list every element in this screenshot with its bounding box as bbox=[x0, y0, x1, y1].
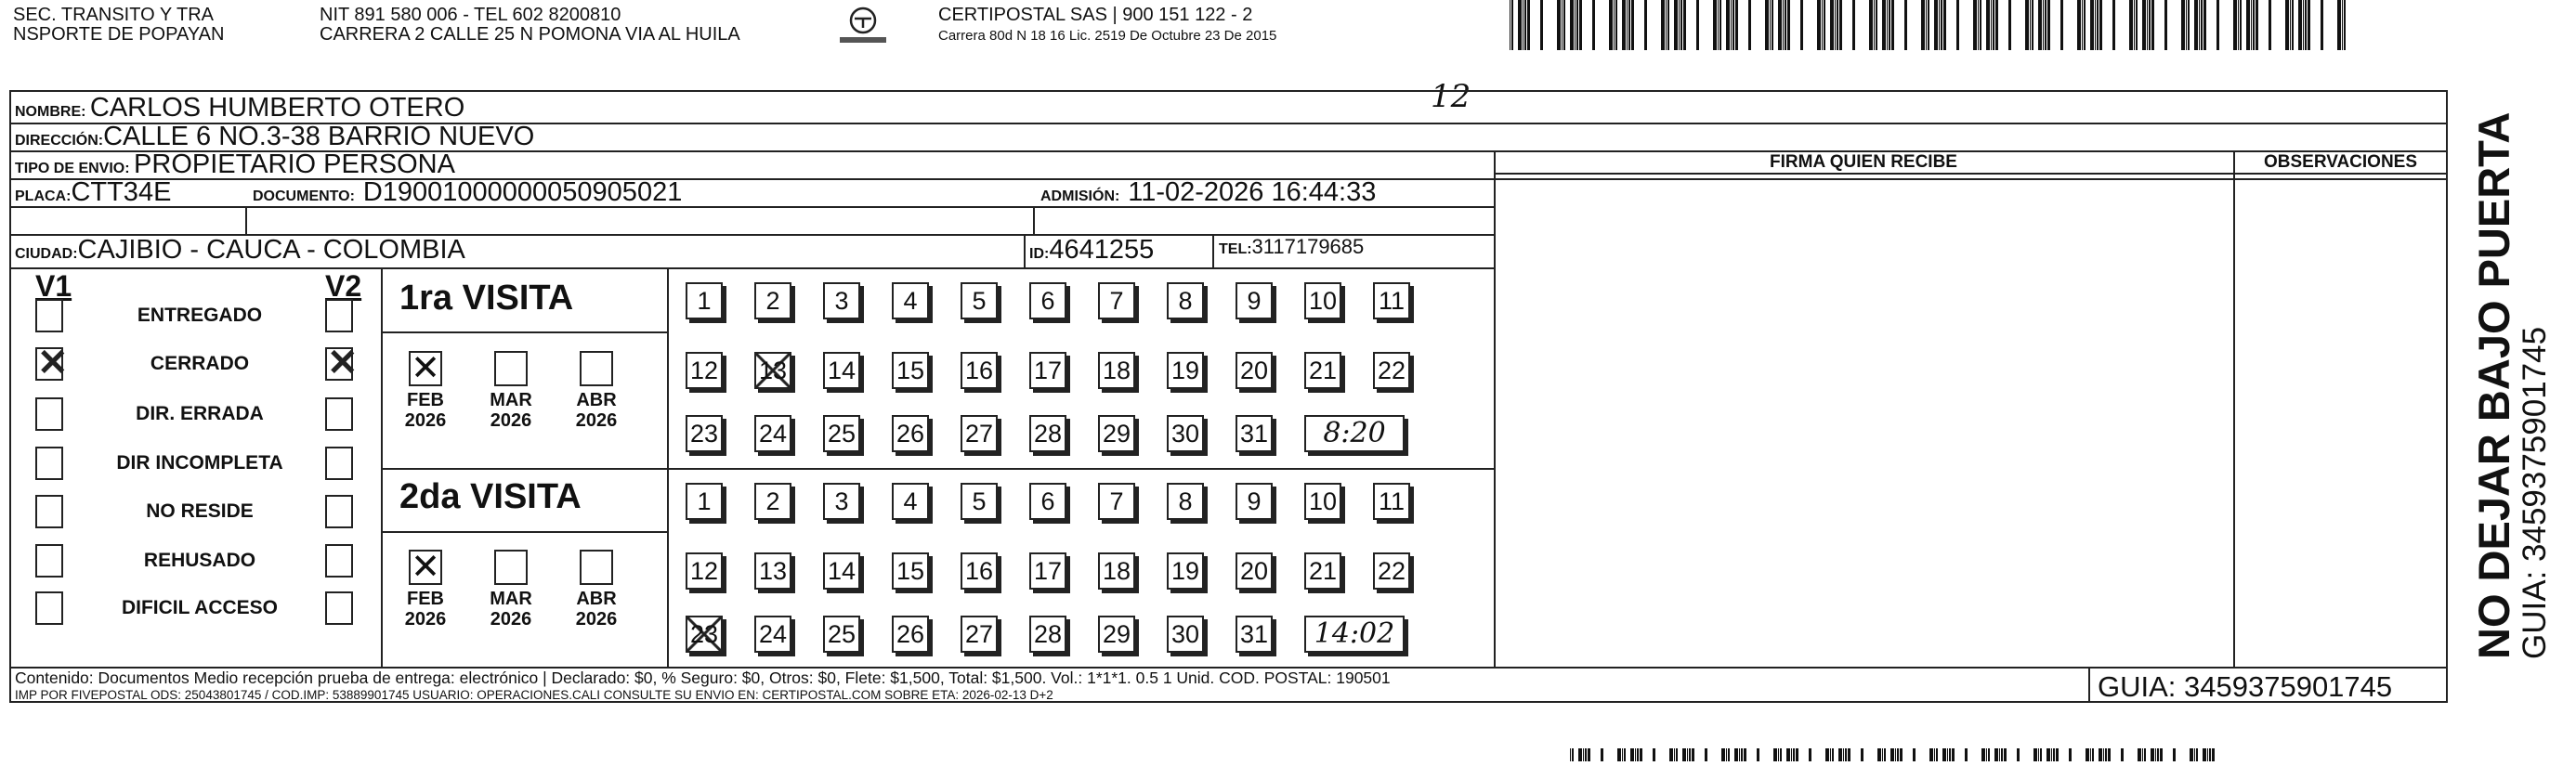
status-label: CERRADO bbox=[150, 353, 250, 374]
tel-value: 3117179685 bbox=[1251, 235, 1365, 258]
bottom-barcode bbox=[1570, 748, 2220, 761]
day-box[interactable]: 31 bbox=[1236, 616, 1273, 653]
day-box[interactable]: 15 bbox=[892, 552, 929, 590]
nit-line1: NIT 891 580 006 - TEL 602 8200810 bbox=[320, 5, 621, 25]
carrier-logo bbox=[836, 6, 890, 46]
tipo-row bbox=[15, 149, 455, 180]
nombre-label: NOMBRE: bbox=[15, 104, 86, 120]
tel-label: TEL: bbox=[1219, 241, 1252, 257]
day-box[interactable]: 12 bbox=[686, 352, 723, 389]
ciudad-row bbox=[15, 235, 465, 266]
day-box[interactable]: 4 bbox=[892, 483, 929, 520]
month-checkbox[interactable]: ✕ bbox=[409, 351, 442, 386]
side-warning: NO DEJAR BAJO PUERTA bbox=[2469, 111, 2518, 659]
day-box[interactable]: 22 bbox=[1373, 352, 1410, 389]
day-box[interactable]: 20 bbox=[1236, 352, 1273, 389]
admision-label: ADMISIÓN: bbox=[1040, 188, 1120, 204]
v1-checkbox[interactable] bbox=[35, 299, 63, 332]
day-box[interactable]: 1 bbox=[686, 282, 723, 319]
placa-value: CTT34E bbox=[71, 177, 172, 207]
v1-checkbox[interactable] bbox=[35, 397, 63, 431]
ciudad-label: CIUDAD: bbox=[15, 246, 78, 262]
v2-checkbox[interactable] bbox=[325, 299, 353, 332]
day-box[interactable]: 13 bbox=[754, 552, 791, 590]
month-label: MAR 2026 bbox=[490, 390, 532, 431]
direccion-row bbox=[15, 122, 534, 152]
carrier-line2: Carrera 80d N 18 16 Lic. 2519 De Octubre 23 De 2015 bbox=[938, 28, 1277, 44]
firma-header: FIRMA QUIEN RECIBE bbox=[1770, 152, 1957, 172]
day-box[interactable]: 31 bbox=[1236, 415, 1273, 452]
carrier-line1: CERTIPOSTAL SAS | 900 151 122 - 2 bbox=[938, 5, 1253, 25]
day-box[interactable]: 5 bbox=[961, 483, 998, 520]
day-box[interactable]: 3 bbox=[823, 483, 860, 520]
v1-header: V1 bbox=[35, 269, 72, 303]
day-box[interactable]: 22 bbox=[1373, 552, 1410, 590]
day-box[interactable]: 23 bbox=[686, 415, 723, 452]
day-box[interactable]: 9 bbox=[1236, 483, 1273, 520]
month-checkbox[interactable]: ✕ bbox=[409, 550, 442, 585]
month-checkbox[interactable] bbox=[580, 351, 613, 386]
status-label: DIR INCOMPLETA bbox=[116, 452, 283, 474]
day-box[interactable]: 9 bbox=[1236, 282, 1273, 319]
v2-checkbox[interactable]: ✕ bbox=[327, 343, 359, 383]
documento-row bbox=[253, 177, 682, 208]
day-box[interactable]: 26 bbox=[892, 616, 929, 653]
side-text bbox=[2471, 112, 2553, 659]
day-box[interactable]: 14 bbox=[823, 352, 860, 389]
day-box[interactable]: 3 bbox=[823, 282, 860, 319]
day-box[interactable]: 13 bbox=[754, 352, 791, 389]
documento-label: DOCUMENTO: bbox=[253, 188, 355, 204]
day-box[interactable]: 17 bbox=[1029, 352, 1066, 389]
day-box[interactable]: 11 bbox=[1373, 282, 1410, 319]
handwritten-number: 12 bbox=[1431, 78, 1471, 115]
v2-checkbox[interactable] bbox=[325, 447, 353, 480]
day-box[interactable]: 14 bbox=[823, 552, 860, 590]
day-box[interactable]: 28 bbox=[1029, 415, 1066, 452]
status-label: REHUSADO bbox=[143, 550, 256, 571]
day-box[interactable]: 10 bbox=[1304, 282, 1341, 319]
month-checkbox[interactable] bbox=[494, 351, 528, 386]
nit-line2: CARRERA 2 CALLE 25 N POMONA VIA AL HUILA bbox=[320, 24, 740, 45]
footer-guia: GUIA: 3459375901745 bbox=[2098, 670, 2393, 703]
day-box[interactable]: 6 bbox=[1029, 483, 1066, 520]
status-label: ENTREGADO bbox=[137, 305, 263, 326]
tel-row bbox=[1219, 235, 1364, 259]
day-box[interactable]: 26 bbox=[892, 415, 929, 452]
day-box[interactable]: 25 bbox=[823, 415, 860, 452]
day-box[interactable]: 23 bbox=[686, 616, 723, 653]
time-box: 8:20 bbox=[1304, 415, 1405, 452]
day-box[interactable]: 12 bbox=[686, 552, 723, 590]
tipo-value: PROPIETARIO PERSONA bbox=[134, 149, 455, 179]
imp-text: IMP POR FIVEPOSTAL ODS: 25043801745 / COD.IMP: 53889901745 USUARIO: OPERACIONES.CALI CONSULTE SU ENVIO EN: CERTIPOSTAL.COM SOBRE ETA: 2026-02-13 D+2 bbox=[15, 688, 1053, 702]
observaciones-header: OBSERVACIONES bbox=[2263, 152, 2418, 172]
month-label: FEB 2026 bbox=[404, 390, 447, 431]
nombre-value: CARLOS HUMBERTO OTERO bbox=[89, 93, 465, 123]
day-box[interactable]: 18 bbox=[1098, 352, 1135, 389]
v1-checkbox[interactable] bbox=[35, 544, 63, 578]
first-visit-title: 1ra VISITA bbox=[399, 279, 574, 318]
sender-line2: NSPORTE DE POPAYAN bbox=[13, 24, 225, 45]
admision-row bbox=[1040, 177, 1376, 208]
day-box[interactable]: 27 bbox=[961, 415, 998, 452]
day-box[interactable]: 21 bbox=[1304, 552, 1341, 590]
nombre-row bbox=[15, 93, 464, 123]
day-box[interactable]: 16 bbox=[961, 352, 998, 389]
day-box[interactable]: 10 bbox=[1304, 483, 1341, 520]
day-box[interactable]: 4 bbox=[892, 282, 929, 319]
day-box[interactable]: 29 bbox=[1098, 415, 1135, 452]
month-label: FEB 2026 bbox=[404, 589, 447, 630]
month-label: MAR 2026 bbox=[490, 589, 532, 630]
v1-checkbox[interactable]: ✕ bbox=[37, 343, 69, 383]
status-label: DIR. ERRADA bbox=[136, 403, 264, 424]
day-box[interactable]: 6 bbox=[1029, 282, 1066, 319]
id-label: ID: bbox=[1029, 246, 1050, 262]
v2-checkbox[interactable] bbox=[325, 495, 353, 528]
month-checkbox[interactable] bbox=[494, 550, 528, 585]
day-box[interactable]: 15 bbox=[892, 352, 929, 389]
placa-row bbox=[15, 177, 171, 208]
contenido-text: Contenido: Documentos Medio recepción prueba de entrega: electrónico | Declarado: $0, % Seguro: $0, Otros: $0, Flete: $1,500, Total: $1,500. Vol.: 1*1*1. 0.5 1 Unid. COD. POSTAL: 190501 bbox=[15, 669, 1391, 687]
day-box[interactable]: 30 bbox=[1167, 616, 1204, 653]
day-box[interactable]: 16 bbox=[961, 552, 998, 590]
day-box[interactable]: 29 bbox=[1098, 616, 1135, 653]
day-box[interactable]: 1 bbox=[686, 483, 723, 520]
side-guia: GUIA: 3459375901745 bbox=[2517, 326, 2553, 659]
day-box[interactable]: 2 bbox=[754, 483, 791, 520]
day-box[interactable]: 5 bbox=[961, 282, 998, 319]
v2-header: V2 bbox=[325, 269, 362, 303]
day-box[interactable]: 30 bbox=[1167, 415, 1204, 452]
status-label: DIFICIL ACCESO bbox=[121, 597, 278, 618]
month-label: ABR 2026 bbox=[575, 390, 618, 431]
day-box[interactable]: 11 bbox=[1373, 483, 1410, 520]
day-box[interactable]: 24 bbox=[754, 616, 791, 653]
day-box[interactable]: 21 bbox=[1304, 352, 1341, 389]
v2-checkbox[interactable] bbox=[325, 544, 353, 578]
v2-checkbox[interactable] bbox=[325, 591, 353, 625]
barcode bbox=[1510, 0, 2346, 50]
day-box[interactable]: 25 bbox=[823, 616, 860, 653]
time-box: 14:02 bbox=[1304, 616, 1405, 653]
v1-checkbox[interactable] bbox=[35, 591, 63, 625]
tipo-label: TIPO DE ENVIO: bbox=[15, 161, 130, 176]
sender-line1: SEC. TRANSITO Y TRA bbox=[13, 5, 214, 25]
day-box[interactable]: 20 bbox=[1236, 552, 1273, 590]
day-box[interactable]: 28 bbox=[1029, 616, 1066, 653]
placa-label: PLACA: bbox=[15, 188, 72, 204]
status-label: NO RESIDE bbox=[146, 500, 254, 522]
direccion-label: DIRECCIÓN: bbox=[15, 133, 104, 149]
month-label: ABR 2026 bbox=[575, 589, 618, 630]
day-box[interactable]: 7 bbox=[1098, 483, 1135, 520]
v2-checkbox[interactable] bbox=[325, 397, 353, 431]
id-value: 4641255 bbox=[1049, 235, 1155, 265]
direccion-value: CALLE 6 NO.3-38 BARRIO NUEVO bbox=[103, 122, 535, 151]
day-box[interactable]: 24 bbox=[754, 415, 791, 452]
day-box[interactable]: 27 bbox=[961, 616, 998, 653]
month-checkbox[interactable] bbox=[580, 550, 613, 585]
day-box[interactable]: 2 bbox=[754, 282, 791, 319]
id-row bbox=[1029, 235, 1154, 266]
second-visit-title: 2da VISITA bbox=[399, 477, 582, 516]
day-box[interactable]: 8 bbox=[1167, 483, 1204, 520]
day-box[interactable]: 19 bbox=[1167, 552, 1204, 590]
day-box[interactable]: 17 bbox=[1029, 552, 1066, 590]
day-box[interactable]: 8 bbox=[1167, 282, 1204, 319]
day-box[interactable]: 18 bbox=[1098, 552, 1135, 590]
admision-value: 11-02-2026 16:44:33 bbox=[1128, 177, 1377, 207]
day-box[interactable]: 7 bbox=[1098, 282, 1135, 319]
documento-value: D19001000000050905021 bbox=[362, 177, 683, 207]
day-box[interactable]: 19 bbox=[1167, 352, 1204, 389]
v1-checkbox[interactable] bbox=[35, 495, 63, 528]
v1-checkbox[interactable] bbox=[35, 447, 63, 480]
ciudad-value: CAJIBIO - CAUCA - COLOMBIA bbox=[77, 235, 465, 265]
